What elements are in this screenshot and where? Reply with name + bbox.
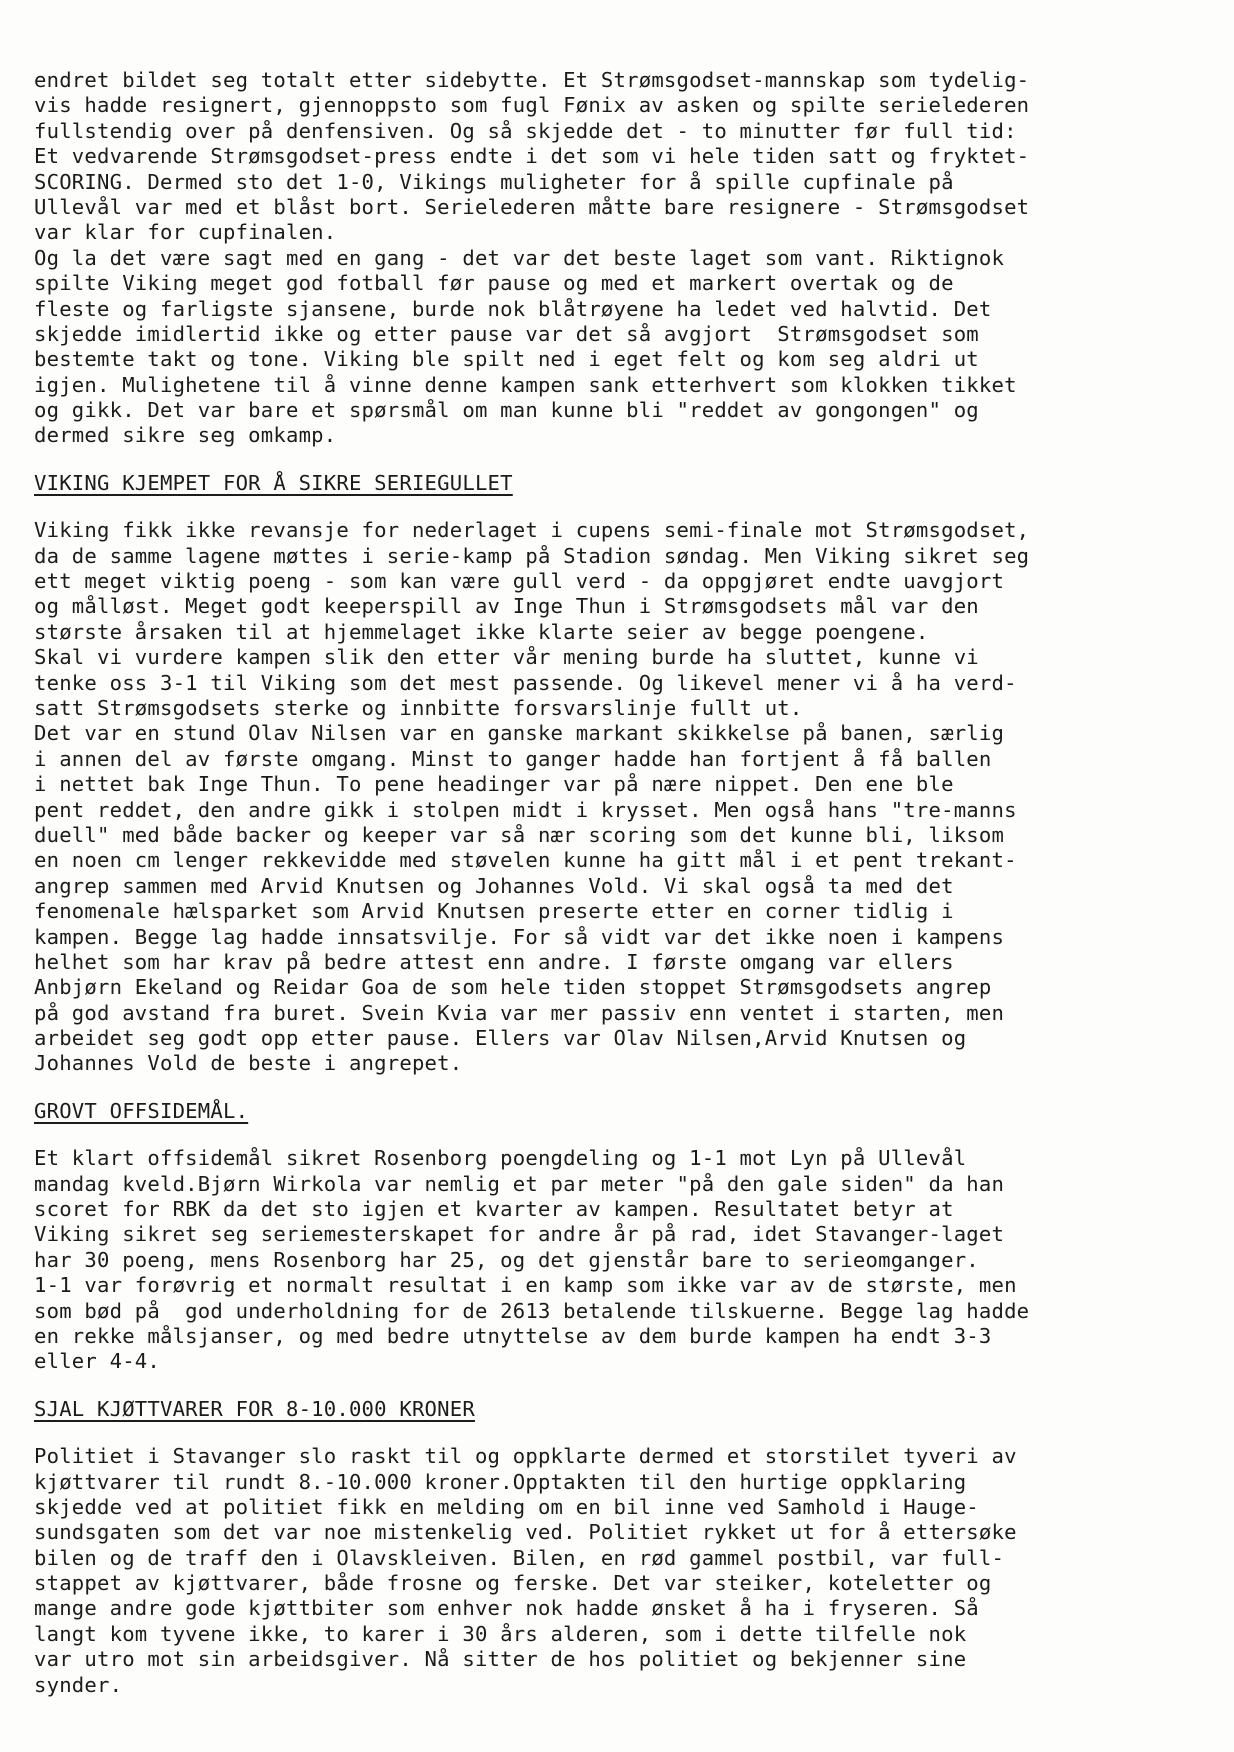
text-line: tenke oss 3-1 til Viking som det mest passende. Og likevel mener vi å ha verd- (34, 670, 1017, 695)
text-line: største årsaken til at hjemmelaget ikke klarte seier av begge poengene. (34, 619, 929, 644)
text-line: mandag kveld.Bjørn Wirkola var nemlig et par meter "på den gale siden" da han (34, 1171, 1005, 1196)
text-line: helhet som har krav på bedre attest enn andre. I første omgang var ellers (34, 949, 954, 974)
text-line: var klar for cupfinalen. (34, 220, 337, 245)
text-line: skjedde ved at politiet fikk en melding om en bil inne ved Samhold i Hauge- (34, 1494, 979, 1519)
text-line: Viking sikret seg seriemesterskapet for andre år på rad, idet Stavanger-laget (34, 1222, 1005, 1247)
text-line: sundsgaten som det var noe mistenkelig ved. Politiet rykket ut for å ettersøke (34, 1520, 1017, 1545)
text-line: bilen og de traff den i Olavskleiven. Bilen, en rød gammel postbil, var full- (34, 1545, 1005, 1570)
section-heading: VIKING KJEMPET FOR Å SIKRE SERIEGULLET (34, 470, 513, 495)
text-line: bestemte takt og tone. Viking ble spilt ned i eget felt og kom seg aldri ut (34, 347, 979, 372)
text-line: som bød på god underholdning for de 2613 betalende tilskuerne. Begge lag hadde (34, 1298, 1030, 1323)
text-line: i annen del av første omgang. Minst to ganger hadde han fortjent å få ballen (34, 746, 992, 771)
text-line: SCORING. Dermed sto det 1-0, Vikings muligheter for å spille cupfinale på (34, 169, 954, 194)
text-line: en rekke målsjanser, og med bedre utnyttelse av dem burde kampen ha endt 3-3 (34, 1323, 992, 1348)
section-grovt-offsidemal (34, 1099, 1214, 1375)
text-line: endret bildet seg totalt etter sidebytte. Et Strømsgodset-mannskap som tydelig- (34, 68, 1030, 92)
text-line: eller 4-4. (34, 1349, 160, 1374)
text-line: pent reddet, den andre gikk i stolpen midt i krysset. Men også hans "tre-manns (34, 797, 1017, 822)
text-line: en noen cm lenger rekkevidde med støvelen kunne ha gitt mål i et pent trekant- (34, 848, 1017, 873)
text-line: Det var en stund Olav Nilsen var en ganske markant skikkelse på banen, særlig (34, 721, 1005, 746)
text-line: igjen. Mulighetene til å vinne denne kampen sank etterhvert som klokken tikket (34, 372, 1017, 397)
text-line: i nettet bak Inge Thun. To pene headinger var på nære nippet. Den ene ble (34, 772, 954, 797)
section-viking-kjempet (34, 471, 1214, 1077)
text-line: satt Strømsgodsets sterke og innbitte forsvarslinje fullt ut. (34, 695, 803, 720)
text-line: Anbjørn Ekeland og Reidar Goa de som hele tiden stoppet Strømsgodsets angrep (34, 975, 992, 1000)
text-line: arbeidet seg godt opp etter pause. Ellers var Olav Nilsen,Arvid Knutsen og (34, 1026, 967, 1051)
section-continuation (34, 68, 1214, 449)
text-line: kjøttvarer til rundt 8.-10.000 kroner.Opptakten til den hurtige oppklaring (34, 1469, 967, 1494)
text-line: vis hadde resignert, gjennoppsto som fugl Fønix av asken og spilte serielederen (34, 93, 1030, 118)
text-line: dermed sikre seg omkamp. (34, 423, 337, 448)
text-line: angrep sammen med Arvid Knutsen og Johannes Vold. Vi skal også ta med det (34, 873, 954, 898)
text-line: fenomenale hælsparket som Arvid Knutsen preserte etter en corner tidlig i (34, 899, 954, 924)
text-line: fullstendig over på denfensiven. Og så skjedde det - to minutter før full tid: (34, 118, 1017, 143)
text-line: langt kom tyvene ikke, to karer i 30 års alderen, som i dette tilfelle nok (34, 1621, 967, 1646)
text-line: på god avstand fra buret. Svein Kvia var mer passiv enn ventet i starten, men (34, 1000, 1005, 1025)
text-line: spilte Viking meget god fotball før pause og med et markert overtak og de (34, 271, 954, 296)
text-line: skjedde imidlertid ikke og etter pause var det så avgjort Strømsgodset som (34, 321, 979, 346)
text-line: kampen. Begge lag hadde innsatsvilje. For så vidt var det ikke noen i kampens (34, 924, 1005, 949)
section-heading: SJAL KJØTTVARER FOR 8-10.000 KRONER (34, 1396, 475, 1421)
text-line: Johannes Vold de beste i angrepet. (34, 1051, 463, 1076)
text-line: Et vedvarende Strømsgodset-press endte i det som vi hele tiden satt og fryktet- (34, 144, 1030, 169)
text-line: synder. (34, 1672, 123, 1697)
text-line: Og la det være sagt med en gang - det var det beste laget som vant. Riktignok (34, 245, 1005, 270)
text-line: fleste og farligste sjansene, burde nok blåtrøyene ha ledet ved halvtid. Det (34, 296, 992, 321)
text-line: Skal vi vurdere kampen slik den etter vår mening burde ha sluttet, kunne vi (34, 645, 979, 670)
text-line: var utro mot sin arbeidsgiver. Nå sitter de hos politiet og bekjenner sine (34, 1647, 967, 1672)
text-line: stappet av kjøttvarer, både frosne og ferske. Det var steiker, koteletter og (34, 1571, 992, 1596)
text-line: har 30 poeng, mens Rosenborg har 25, og det gjenstår bare to serieomganger. (34, 1247, 979, 1272)
section-heading: GROVT OFFSIDEMÅL. (34, 1098, 249, 1123)
text-line: Viking fikk ikke revansje for nederlaget i cupens semi-finale mot Strømsgodset, (34, 518, 1030, 543)
article-text (34, 68, 1214, 1698)
text-line: ett meget viktig poeng - som kan være gull verd - da oppgjøret endte uavgjort (34, 569, 1005, 594)
text-line: Politiet i Stavanger slo raskt til og oppklarte dermed et storstilet tyveri av (34, 1444, 1017, 1469)
text-line: Et klart offsidemål sikret Rosenborg poengdeling og 1-1 mot Lyn på Ullevål (34, 1146, 967, 1171)
text-line: og gikk. Det var bare et spørsmål om man kunne bli "reddet av gongongen" og (34, 398, 979, 423)
text-line: duell" med både backer og keeper var så nær scoring som det kunne bli, liksom (34, 822, 1005, 847)
text-line: Ullevål var med et blåst bort. Serielederen måtte bare resignere - Strømsgodset (34, 194, 1030, 219)
text-line: scoret for RBK da det sto igjen et kvarter av kampen. Resultatet betyr at (34, 1197, 954, 1222)
text-line: mange andre gode kjøttbiter som enhver nok hadde ønsket å ha i fryseren. Så (34, 1596, 979, 1621)
section-sjal-kjottvarer (34, 1397, 1214, 1698)
text-line: da de samme lagene møttes i serie-kamp på Stadion søndag. Men Viking sikret seg (34, 543, 1030, 568)
text-line: 1-1 var forøvrig et normalt resultat i en kamp som ikke var av de største, men (34, 1273, 1017, 1298)
text-line: og målløst. Meget godt keeperspill av Inge Thun i Strømsgodsets mål var den (34, 594, 979, 619)
